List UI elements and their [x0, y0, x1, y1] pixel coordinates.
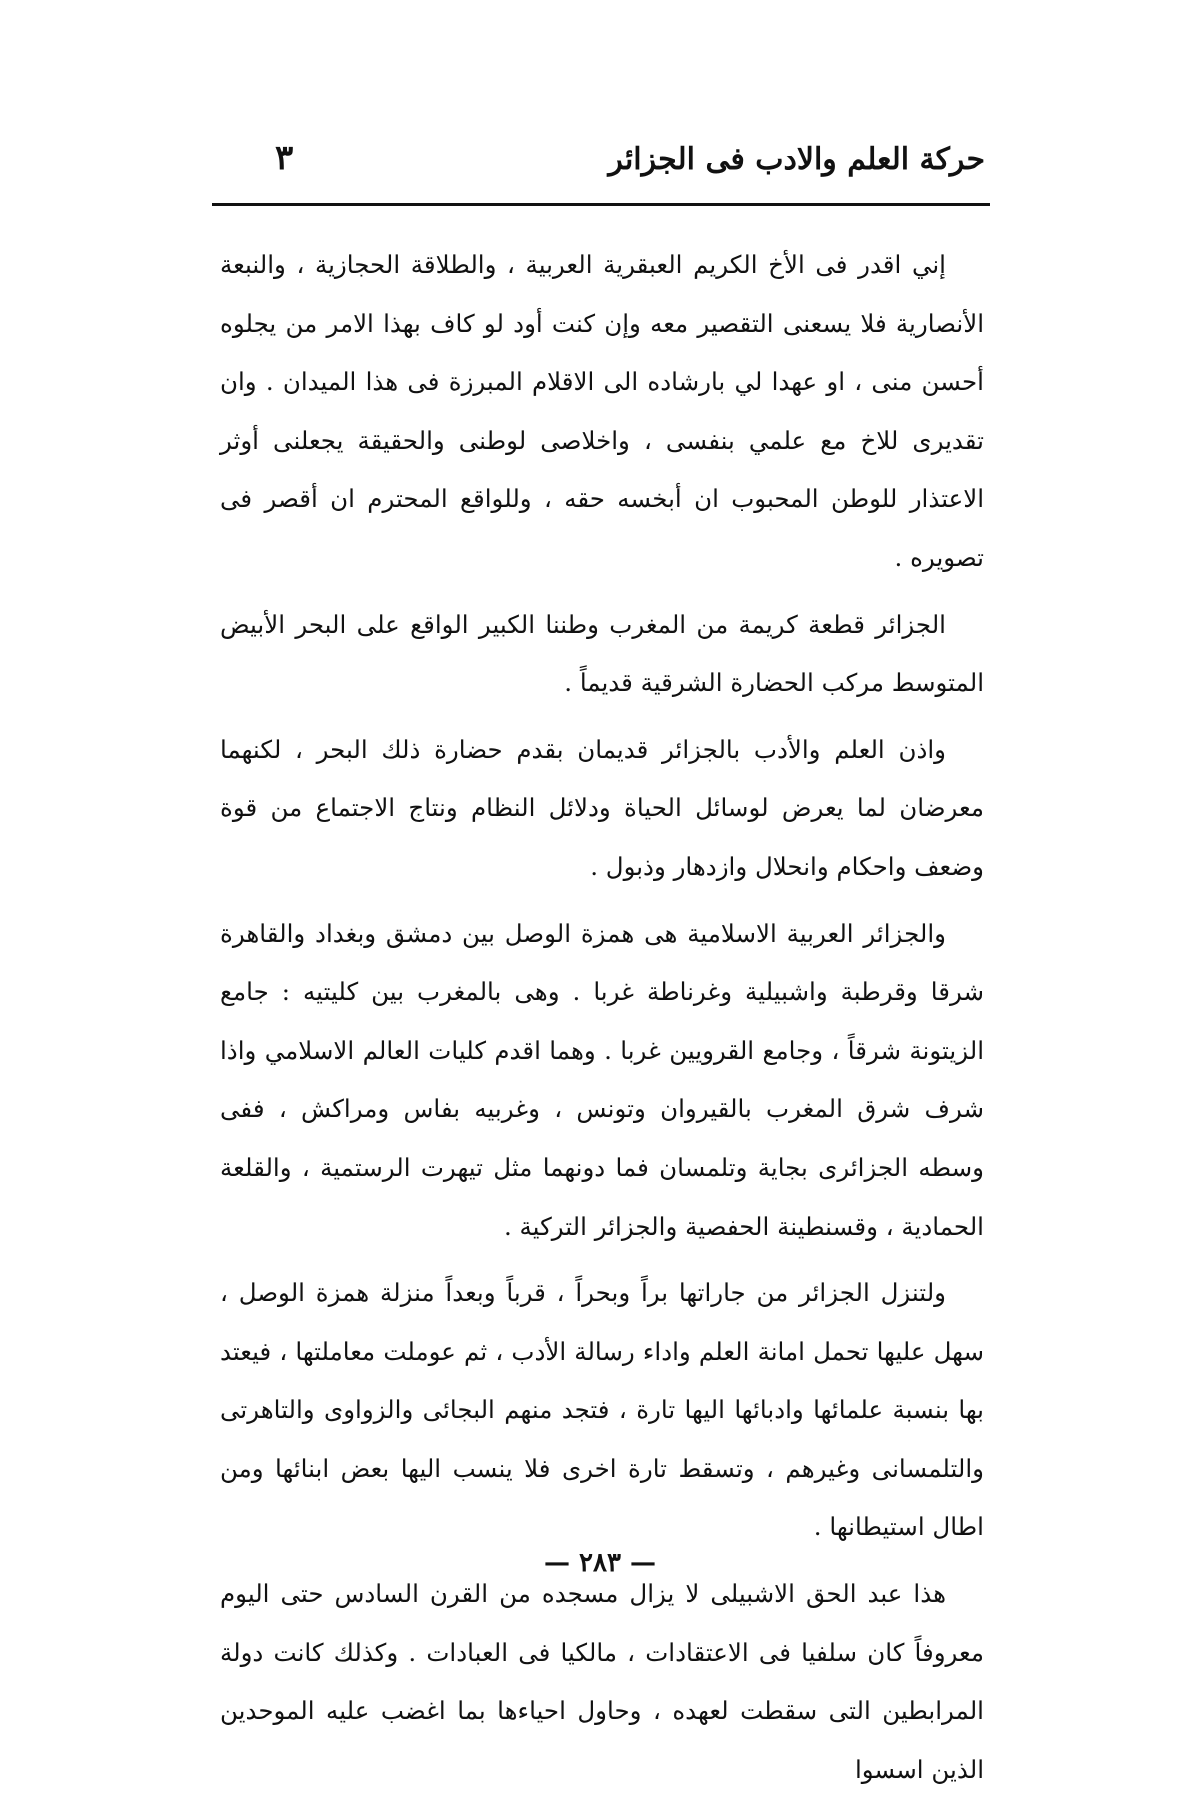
paragraph: الجزائر قطعة كريمة من المغرب وطننا الكبير الواقع على البحر الأبيض المتوسط مركب الحضارة الشرقية قديماً .: [220, 609, 984, 698]
page-header: [215, 138, 985, 190]
paragraph: هذا عبد الحق الاشبيلى لا يزال مسجده من القرن السادس حتى اليوم معروفاً كان سلفيا فى الاعتقادات ، مالكيا فى العبادات . وكذلك كانت دولة المرابطين التى سقطت لعهده ، وحاول احياءها بما اغضب عليه الموحدين الذين اسسوا: [220, 1579, 984, 1784]
paragraph: ولتنزل الجزائر من جاراتها براً وبحراً ، قرباً وبعداً منزلة همزة الوصل ، سهل عليها تحمل امانة العلم واداء رسالة الأدب ، ثم عوملت معاملتها ، فيعتد بها بنسبة علمائها وادبائها اليها تارة ، فتجد منهم البجائى والزواوى والتاهرتى والتلمسانى وغيرهم ، وتسقط تارة اخرى فلا ينسب اليها بعض ابنائها ومن اطال استيطانها .: [220, 1278, 984, 1542]
paragraph: والجزائر العربية الاسلامية هى همزة الوصل بين دمشق وبغداد والقاهرة شرقا وقرطبة واشبيلية وغرناطة غربا . وهى بالمغرب بين كليتيه : جامع الزيتونة شرقاً ، وجامع القرويين غربا . وهما اقدم كليات العالم الاسلامي واذا شرف شرق المغرب بالقيروان وتونس ، وغربيه بفاس ومراكش ، ففى وسطه الجزائرى بجاية وتلمسان فما دونهما مثل تيهرت الرستمية ، والقلعة الحمادية ، وقسنطينة الحفصية والجزائر التركية .: [220, 918, 984, 1241]
paragraph: واذن العلم والأدب بالجزائر قديمان بقدم حضارة ذلك البحر ، لكنهما معرضان لما يعرض لوسائل الحياة ودلائل النظام ونتاج الاجتماع من قوة وضعف واحكام وانحلال وازدهار وذبول .: [220, 734, 984, 881]
paragraph: إني اقدر فى الأخ الكريم العبقرية العربية ، والطلاقة الحجازية ، والنبعة الأنصارية فلا يسعنى التقصير معه وإن كنت أود لو كاف بهذا الامر من يجلوه أحسن منى ، او عهدا لي بارشاده الى الاقلام المبرزة فى هذا الميدان . وان تقديرى للاخ مع علمي بنفسى ، واخلاصى لوطنى والحقيقة يجعلنى أوثر الاعتذار للوطن المحبوب ان أبخسه حقه ، وللواقع المحترم ان أقصر فى تصويره .: [220, 250, 984, 572]
header-page-number: ٣: [275, 138, 294, 178]
running-title: حركة العلم والادب فى الجزائر: [608, 142, 985, 177]
header-rule: [212, 203, 990, 206]
footer-page-number: — ٢٨٣ —: [543, 1548, 657, 1578]
